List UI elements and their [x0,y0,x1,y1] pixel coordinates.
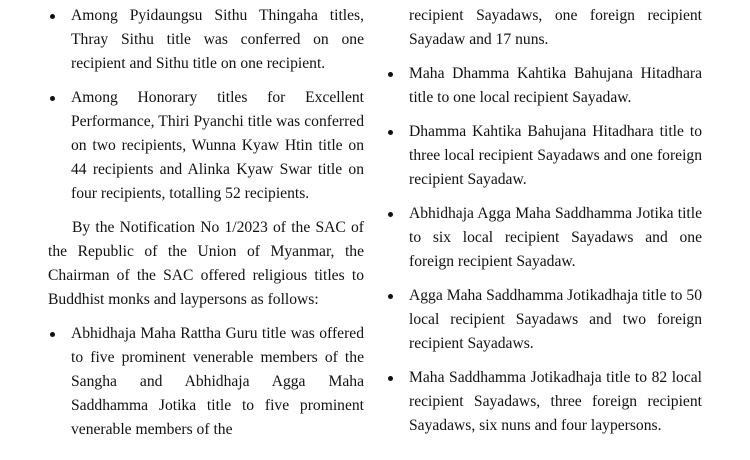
bullet-text: Agga Maha Saddhamma Jotikadhaja title to 50 local recipient Sayadaws and two foreign recipient Sayadaws. [409,287,702,352]
bullet-text: Among Pyidaungsu Sithu Thingaha titles, Thray Sithu title was conferred on one recipient and Sithu title on one recipient. [71,7,364,72]
bullet-text: Among Honorary titles for Excellent Performance, Thiri Pyanchi title was conferred on two recipients, Wunna Kyaw Htin title on 44 recipients and Alinka Kyaw Swar title on four recipients, totalling 52 recipients. [71,89,364,202]
bullet-item-pyidaungsu-sithu [48,4,364,76]
bullet-text: Maha Dhamma Kahtika Bahujana Hitadhara title to one local recipient Sayadaw. [409,65,702,106]
bullet-item-honorary-titles [48,86,364,206]
left-column [48,4,364,452]
notification-paragraph: By the Notification No 1/2023 of the SAC of the Republic of the Union of Myanmar, the Chairman of the SAC offered religious titles to Buddhist monks and laypersons as follows: [48,219,364,308]
bullet-text: Maha Saddhamma Jotikadhaja title to 82 local recipient Sayadaws, three foreign recipient Sayadaws, six nuns and four laypersons. [409,369,702,434]
right-column [386,0,702,448]
bullet-item-maha-saddhamma [386,366,702,438]
bullet-item-agga-maha-saddhamma [386,284,702,356]
bullet-item-dhamma-kahtika [386,120,702,192]
bullet-item-abhidhaja-agga [386,202,702,274]
bullet-text: Abhidhaja Maha Rattha Guru title was offered to five prominent venerable members of the Sangha and Abhidhaja Agga Maha Saddhamma Jotika title to five prominent venerable members of the [71,325,364,438]
bullet-item-gandhavasaka-pandita [386,0,702,52]
bullet-text: recipient Sayadaws, one foreign recipient Sayadaw and 17 nuns. [409,7,702,48]
bullet-item-maha-dhamma-kahtika [386,62,702,110]
bullet-text: Abhidhaja Agga Maha Saddhamma Jotika title to six local recipient Sayadaws and one foreign recipient Sayadaw. [409,205,702,270]
bullet-item-abhidhaja-maha-rattha-guru [48,322,364,442]
bullet-text: Dhamma Kahtika Bahujana Hitadhara title to three local recipient Sayadaws and one foreign recipient Sayadaw. [409,123,702,188]
